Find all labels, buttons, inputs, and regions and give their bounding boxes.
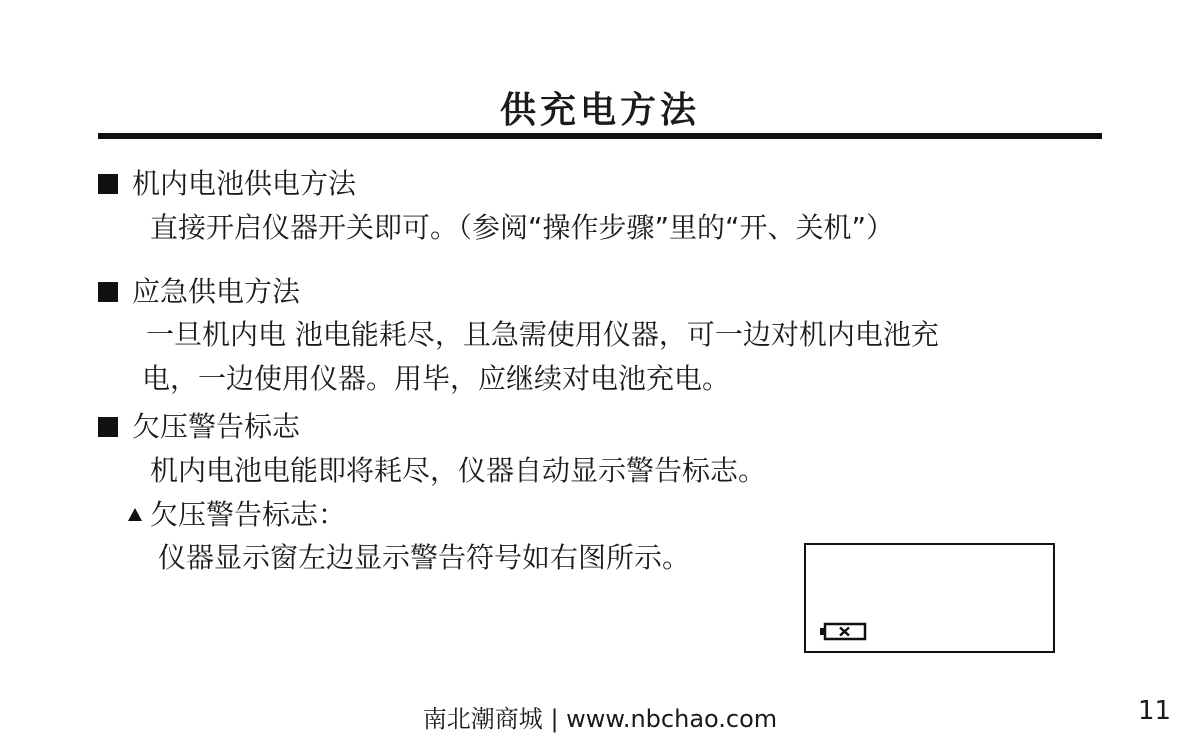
section-heading-emergency: [98, 270, 300, 310]
sub-line: 仪器显示窗左边显示警告符号如右图所示。: [158, 541, 691, 574]
section-heading-text: 应急供电方法: [132, 275, 301, 308]
section-heading-text: 机内电池供电方法: [132, 167, 357, 200]
triangle-bullet-icon: [128, 508, 142, 521]
page-title: 供充电方法: [499, 89, 700, 131]
low-battery-icon: [820, 622, 868, 642]
page-number: 11: [1138, 696, 1172, 726]
sub-heading: [128, 493, 346, 533]
sub-heading-text: 欠压警告标志：: [150, 498, 347, 531]
section-heading-text: 欠压警告标志: [132, 410, 301, 443]
section-heading-battery: [98, 162, 356, 202]
section-line: 一旦机内电 池电能耗尽，且急需使用仪器，可一边对机内电池充: [146, 318, 939, 351]
square-bullet-icon: [98, 174, 118, 194]
section-line: 机内电池电能即将耗尽，仪器自动显示警告标志。: [150, 454, 767, 487]
square-bullet-icon: [98, 282, 118, 302]
display-window: [804, 543, 1055, 653]
title-rule: [98, 133, 1102, 139]
square-bullet-icon: [98, 417, 118, 437]
section-heading-lowvoltage: [98, 405, 300, 445]
footer-text: 南北潮商城 | www.nbchao.com: [422, 705, 778, 733]
section-line: 直接开启仪器开关即可。（参阅“操作步骤”里的“开、关机”）: [150, 211, 895, 244]
section-line: 电，一边使用仪器。用毕，应继续对电池充电。: [142, 362, 731, 395]
